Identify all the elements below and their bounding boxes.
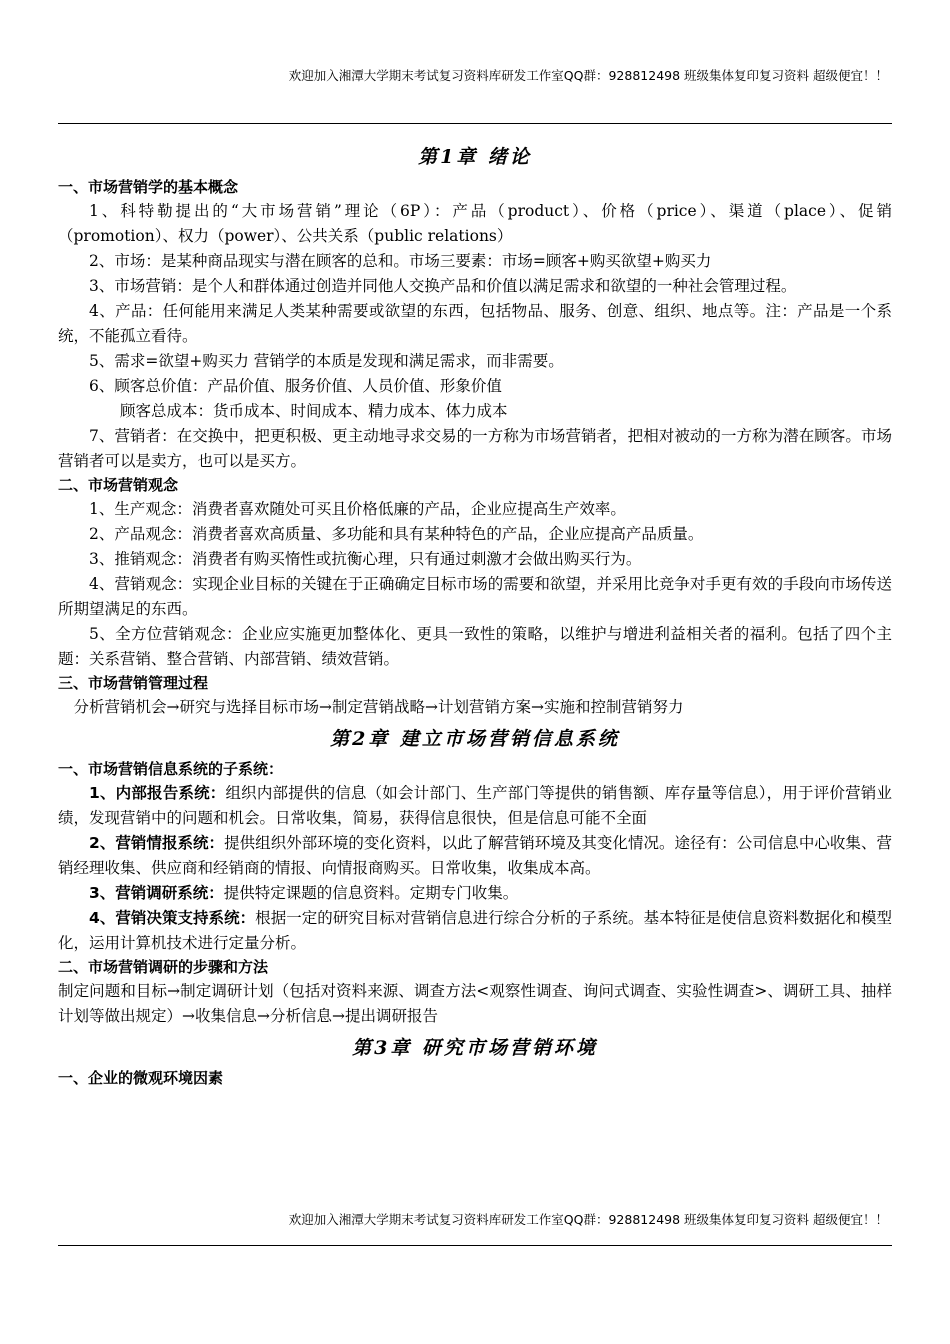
page-footer-note: 欢迎加入湘潭大学期末考试复习资料库研发工作室QQ群：928812498 班级集体复印复习资料 超级便宜！！ <box>288 1212 888 1227</box>
ch2-s1-item-2 <box>58 831 892 881</box>
chapter-3-title: 第3章 研究市场营销环境 <box>352 1037 598 1059</box>
ch1-s2-paragraph-4: 4、营销观念：实现企业目标的关键在于正确确定目标市场的需要和欲望，并采用比竞争对手更有效的手段向市场传送所期望满足的东西。 <box>58 575 892 618</box>
ch2-s1-item-1 <box>58 781 892 831</box>
ch1-s2-paragraph-2: 2、产品观念：消费者喜欢高质量、多功能和具有某种特色的产品，企业应提高产品质量。 <box>89 525 704 543</box>
ch1-s2-paragraph-1: 1、生产观念：消费者喜欢随处可买且价格低廉的产品，企业应提高生产效率。 <box>89 500 626 518</box>
document-body <box>58 138 892 1090</box>
ch3-section-1-heading: 一、企业的微观环境因素 <box>58 1069 224 1087</box>
ch1-s1-paragraph-7: 7、营销者：在交换中，把更积极、更主动地寻求交易的一方称为市场营销者，把相对被动的一方称为潜在顾客。市场营销者可以是卖方，也可以是买方。 <box>58 427 892 470</box>
ch2-s1-item-2-text: 提供组织外部环境的变化资料，以此了解营销环境及其变化情况。途径有：公司信息中心收集、营销经理收集、供应商和经销商的情报、向情报商购买。日常收集，收集成本高。 <box>58 834 892 877</box>
ch2-section-2-heading: 二、市场营销调研的步骤和方法 <box>58 958 269 976</box>
header-rule <box>58 123 892 124</box>
ch2-s1-item-4-lead: 4、营销决策支持系统： <box>89 909 256 927</box>
ch2-s1-item-1-text: 组织内部提供的信息（如会计部门、生产部门等提供的销售额、库存量等信息），用于评价营销业绩，发现营销中的问题和机会。日常收集，简易，获得信息很快，但是信息可能不全面 <box>58 784 892 827</box>
ch2-s1-item-4-text: 根据一定的研究目标对营销信息进行综合分析的子系统。基本特征是使信息资料数据化和模型化，运用计算机技术进行定量分析。 <box>58 909 892 952</box>
ch2-s1-item-3-text: 提供特定课题的信息资料。定期专门收集。 <box>223 884 519 902</box>
ch2-s1-item-4 <box>58 906 892 956</box>
chapter-1-title: 第1章 绪论 <box>418 146 532 168</box>
ch1-s1-paragraph-6b: 顾客总成本：货币成本、时间成本、精力成本、体力成本 <box>120 402 508 420</box>
ch1-s1-paragraph-1: 1、科特勒提出的“大市场营销”理论（6P）：产品（product）、价格（price）、渠道（place）、促销（promotion）、权力（power）、公共关系（public relations） <box>58 202 892 245</box>
ch1-s1-paragraph-5: 5、需求=欲望+购买力 营销学的本质是发现和满足需求，而非需要。 <box>89 352 564 370</box>
ch1-section-1-heading: 一、市场营销学的基本概念 <box>58 178 239 196</box>
ch1-section-3-heading: 三、市场营销管理过程 <box>58 674 209 692</box>
ch2-s1-item-2-lead: 2、营销情报系统： <box>89 834 225 852</box>
ch2-s1-item-3 <box>58 881 892 906</box>
ch1-s1-paragraph-6a: 6、顾客总价值：产品价值、服务价值、人员价值、形象价值 <box>89 377 502 395</box>
ch1-section-2-heading: 二、市场营销观念 <box>58 476 179 494</box>
ch1-s1-paragraph-3: 3、市场营销：是个人和群体通过创造并同他人交换产品和价值以满足需求和欲望的一种社会管理过程。 <box>89 277 797 295</box>
page-header-note: 欢迎加入湘潭大学期末考试复习资料库研发工作室QQ群：928812498 班级集体复印复习资料 超级便宜！！ <box>288 68 888 83</box>
ch2-section-1-heading: 一、市场营销信息系统的子系统： <box>58 760 284 778</box>
ch2-s1-item-3-lead: 3、营销调研系统： <box>89 884 224 902</box>
ch2-s2-paragraph-1: 制定问题和目标→制定调研计划（包括对资料来源、调查方法<观察性调查、询问式调查、实验性调查>、调研工具、抽样计划等做出规定）→收集信息→分析信息→提出调研报告 <box>58 982 892 1025</box>
ch1-s1-paragraph-2: 2、市场：是某种商品现实与潜在顾客的总和。市场三要素：市场=顾客+购买欲望+购买力 <box>89 252 712 270</box>
ch1-s3-paragraph-1: 分析营销机会→研究与选择目标市场→制定营销战略→计划营销方案→实施和控制营销努力 <box>73 698 684 716</box>
ch1-s2-paragraph-5: 5、全方位营销观念：企业应实施更加整体化、更具一致性的策略，以维护与增进利益相关者的福利。包括了四个主题：关系营销、整合营销、内部营销、绩效营销。 <box>58 625 892 668</box>
chapter-2-title: 第2章 建立市场营销信息系统 <box>330 728 620 750</box>
ch1-s1-paragraph-4: 4、产品：任何能用来满足人类某种需要或欲望的东西，包括物品、服务、创意、组织、地点等。注：产品是一个系统，不能孤立看待。 <box>58 302 892 345</box>
ch2-s1-item-1-lead: 1、内部报告系统： <box>89 784 226 802</box>
footer-rule <box>58 1245 892 1246</box>
ch1-s2-paragraph-3: 3、推销观念：消费者有购买惰性或抗衡心理，只有通过刺激才会做出购买行为。 <box>89 550 642 568</box>
